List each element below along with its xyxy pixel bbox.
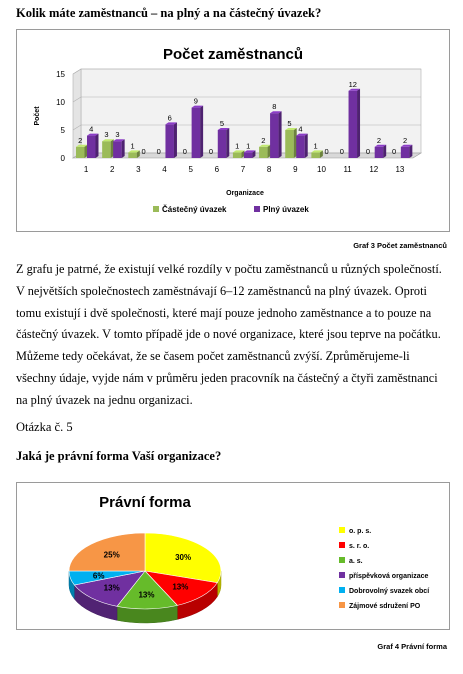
data-label: 12 bbox=[348, 79, 357, 89]
data-label: 0 bbox=[208, 147, 214, 156]
legend-swatch bbox=[339, 542, 345, 548]
chart-back-wall bbox=[81, 69, 421, 153]
data-label: 1 bbox=[235, 141, 240, 151]
bar-side bbox=[96, 134, 99, 158]
bar bbox=[401, 147, 410, 158]
data-label: 6 bbox=[167, 113, 172, 123]
x-tick-label: 11 bbox=[343, 165, 352, 174]
pie-data-label: 13% bbox=[172, 582, 189, 592]
bar bbox=[87, 136, 96, 158]
x-tick-label: 7 bbox=[240, 165, 246, 174]
bar-side bbox=[174, 122, 177, 158]
data-label: 0 bbox=[365, 147, 371, 156]
data-label: 3 bbox=[115, 130, 120, 140]
bar bbox=[192, 108, 201, 158]
paragraph bbox=[16, 259, 448, 412]
y-tick-label: 5 bbox=[60, 126, 65, 135]
data-label: 4 bbox=[89, 124, 94, 134]
paragraph-line: V největších společnostech zaměstnávají 6–12 zaměstnanců na plný úvazek. Oproti bbox=[16, 283, 427, 298]
data-label: 5 bbox=[287, 119, 292, 128]
data-label: 0 bbox=[156, 147, 161, 156]
employees-chart bbox=[16, 29, 450, 232]
y-axis-label: Počet bbox=[34, 106, 41, 126]
caption-legal-form-chart: Graf 4 Právní forma bbox=[377, 642, 447, 651]
bar bbox=[102, 141, 111, 158]
bar bbox=[218, 130, 227, 158]
bar-side bbox=[200, 106, 203, 158]
legend-label: Zájmové sdružení PO bbox=[349, 603, 421, 610]
pie-data-label: 13% bbox=[138, 590, 155, 600]
y-tick-label: 15 bbox=[56, 70, 65, 79]
data-label: 0 bbox=[141, 147, 146, 156]
x-tick-label: 9 bbox=[293, 165, 298, 174]
data-label: 1 bbox=[313, 141, 318, 151]
bar bbox=[76, 147, 85, 158]
x-tick-label: 3 bbox=[136, 165, 141, 174]
chart-title: Právní forma bbox=[99, 494, 191, 511]
data-label: 8 bbox=[272, 102, 277, 112]
bar-side bbox=[122, 139, 125, 158]
bar bbox=[311, 152, 320, 158]
bar bbox=[259, 147, 268, 158]
paragraph-line: Můžeme tedy očekávat, že se časem počet zaměstnanců zvýší. Zprůměrujeme-li bbox=[16, 349, 410, 364]
x-tick-label: 13 bbox=[395, 165, 405, 174]
paragraph-line: Z grafu je patrné, že existují velké rozdíly v počtu zaměstnanců u různých společností. bbox=[16, 262, 442, 276]
bar bbox=[349, 91, 358, 158]
bar bbox=[270, 113, 279, 158]
legend-swatch bbox=[339, 587, 345, 593]
data-label: 1 bbox=[130, 141, 135, 151]
x-tick-label: 10 bbox=[317, 165, 326, 174]
question-2: Jaká je právní forma Vaší organizace? bbox=[16, 449, 222, 463]
legend-label: Částečný úvazek bbox=[162, 205, 227, 214]
legend-swatch bbox=[339, 572, 345, 578]
paragraph-line: všechny údaje, vyjde nám v průměru jeden pracovník na částečný a čtyři zaměstnanci bbox=[16, 370, 438, 385]
paragraph-line: tomu existují i dvě společnosti, které mají pouze jednoho zaměstnance a to pouze na bbox=[16, 305, 432, 320]
x-tick-label: 2 bbox=[110, 165, 115, 174]
bar-side bbox=[279, 111, 282, 158]
pie-data-label: 25% bbox=[103, 550, 120, 560]
legend-label: o. p. s. bbox=[349, 528, 372, 535]
x-tick-label: 4 bbox=[162, 165, 167, 174]
bar bbox=[128, 152, 137, 158]
pie-data-label: 13% bbox=[103, 583, 120, 593]
legend-label: Plný úvazek bbox=[263, 205, 309, 214]
employees-bar-chart bbox=[17, 30, 449, 231]
legal-form-pie-chart bbox=[17, 483, 449, 629]
legend-swatch bbox=[153, 206, 159, 212]
data-label: 2 bbox=[78, 135, 83, 145]
legend-swatch bbox=[339, 527, 345, 533]
legend-swatch bbox=[339, 602, 345, 608]
y-tick-label: 0 bbox=[60, 154, 65, 163]
paragraph-line: částečný úvazek. V tomto případě jde o nové organizace, které jsou teprve na počátku. bbox=[16, 327, 441, 342]
pie-data-label: 30% bbox=[175, 553, 192, 563]
legend-swatch bbox=[339, 557, 345, 563]
data-label: 9 bbox=[193, 96, 198, 106]
bar bbox=[113, 141, 122, 158]
legend-label: příspěvková organizace bbox=[349, 573, 429, 580]
data-label: 4 bbox=[298, 124, 303, 134]
legend-label: Dobrovolný svazek obcí bbox=[349, 588, 430, 595]
bar-side bbox=[305, 134, 308, 158]
data-label: 1 bbox=[246, 141, 251, 151]
bar-side bbox=[409, 145, 412, 158]
y-tick-label: 10 bbox=[56, 98, 65, 107]
bar bbox=[285, 130, 294, 158]
bar-side bbox=[357, 89, 360, 158]
x-tick-label: 6 bbox=[214, 165, 220, 174]
pie-data-label: 6% bbox=[92, 571, 105, 581]
data-label: 0 bbox=[324, 147, 329, 156]
data-label: 0 bbox=[339, 147, 344, 156]
chart-title: Počet zaměstnanců bbox=[162, 46, 304, 63]
legend-swatch bbox=[254, 206, 260, 212]
legal-form-chart bbox=[16, 482, 450, 630]
x-tick-label: 1 bbox=[83, 165, 89, 174]
bar bbox=[296, 136, 305, 158]
legend-label: s. r. o. bbox=[349, 543, 370, 550]
legend-label: a. s. bbox=[349, 558, 363, 565]
data-label: 2 bbox=[261, 135, 266, 145]
bar bbox=[165, 124, 174, 158]
paragraph-line: na plný úvazek na jednu organizaci. bbox=[16, 392, 193, 407]
data-label: 3 bbox=[104, 130, 109, 140]
bar bbox=[375, 147, 384, 158]
x-tick-label: 8 bbox=[266, 165, 272, 174]
x-axis-label: Organizace bbox=[226, 190, 264, 197]
data-label: 0 bbox=[182, 147, 187, 156]
data-label: 2 bbox=[403, 135, 408, 145]
data-label: 0 bbox=[392, 147, 397, 156]
bar-side bbox=[226, 128, 229, 158]
data-label: 5 bbox=[219, 119, 225, 128]
question-number: Otázka č. 5 bbox=[16, 420, 73, 434]
data-label: 2 bbox=[376, 135, 382, 145]
x-tick-label: 5 bbox=[188, 165, 193, 174]
bar bbox=[233, 152, 242, 158]
question-1: Kolik máte zaměstnanců – na plný a na částečný úvazek? bbox=[16, 6, 322, 20]
bar-side bbox=[383, 145, 386, 158]
x-tick-label: 12 bbox=[369, 165, 379, 174]
caption-employees-chart: Graf 3 Počet zaměstnanců bbox=[353, 241, 447, 250]
bar bbox=[244, 152, 253, 158]
